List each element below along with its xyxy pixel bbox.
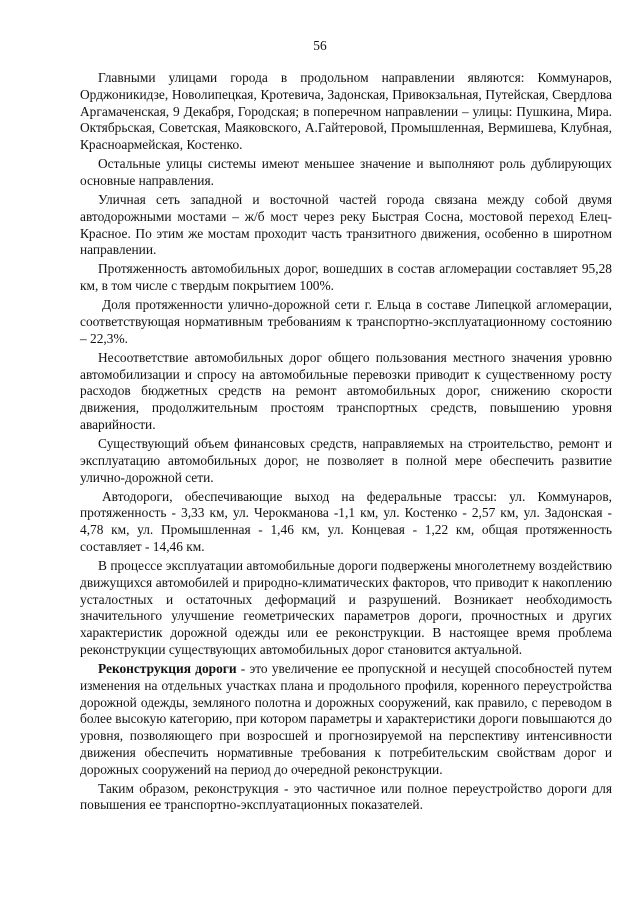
paragraph-nonconformity: Несоответствие автомобильных дорог общего пользования местного значения уровню автомобилизации и спросу на автомобильные перевозки приводит к существенному росту расходов бюджетных средств на ремонт автомобильных дорог, снижению скорости движения, продолжительным простоям транспортных средств, повышению уровня аварийности. [80, 349, 612, 432]
paragraph-other-streets: Остальные улицы системы имеют меньшее значение и выполняют роль дублирующих основные направления. [80, 156, 612, 188]
paragraph-main-streets: Главными улицами города в продольном направлении являются: Коммунаров, Орджоникидзе, Новолипецкая, Кротевича, Задонская, Привокзальная, Путейская, Свердлова Аргамаченская, 9 Декабря, Городская; в поперечном направлении – улицы: Пушкина, Мира. Октябрьская, Советская, Маяковского, А.Гайтеровой, Промышленная, Вермишева, Клубная, Красноармейская, Костенко. [80, 70, 612, 152]
definition-text: - это увеличение ее пропускной и несущей способностей путем изменения на отдельных участках плана и продольного профиля, коренного переустройства дорожной одежды, земляного полотна и дорожных сооружений, как правило, с переводом в более высокую категорию, при котором параметры и характеристики дороги повышаются до уровня, позволяющего при возросшей и прогнозируемой на перспективу интенсивности движения обеспечить нормативные требования к потребительским свойствам дорог и дорожных сооружений на период до очередной реконструкции. [80, 661, 612, 777]
paragraph-federal-roads: Автодороги, обеспечивающие выход на федеральные трассы: ул. Коммунаров, протяженность - 3,33 км, ул. Черокманова -1,1 км, ул. Костенко - 2,57 км, ул. Задонская - 4,78 км, ул. Промышленная - 1,46 км, ул. Концевая - 1,22 км, общая протяженность составляет - 14,46 км. [80, 488, 612, 554]
paragraph-reconstruction-definition [80, 661, 612, 778]
paragraph-financing: Существующий объем финансовых средств, направляемых на строительство, ремонт и эксплуатацию автомобильных дорог, не позволяет в полной мере обеспечить развитие улично-дорожной сети. [80, 436, 612, 485]
term-reconstruction: Реконструкция дороги [98, 661, 237, 677]
paragraph-exploitation: В процессе эксплуатации автомобильные дороги подвержены многолетнему воздействию движущихся автомобилей и природно-климатических факторов, что приводит к накоплению усталостных и остаточных деформаций и разрушений. Возникает необходимость значительного улучшение геометрических параметров дороги, прочностных и других характеристик дорожной одежды или ее реконструкции. В настоящее время проблема реконструкции существующих автомобильных дорог становится актуальной. [80, 558, 612, 657]
paragraph-conclusion: Таким образом, реконструкция - это частичное или полное переустройство дороги для повышения ее транспортно-эксплуатационных показателей. [80, 780, 612, 813]
paragraph-road-length: Протяженность автомобильных дорог, вошедших в состав агломерации составляет 95,28 км, в том числе с твердым покрытием 100%. [80, 261, 612, 294]
document-body [80, 70, 612, 817]
page-number: 56 [313, 38, 327, 53]
paragraph-road-share: Доля протяженности улично-дорожной сети г. Ельца в составе Липецкой агломерации, соответствующая нормативным требованиям к транспортно-эксплуатационному состоянию – 22,3%. [80, 297, 612, 346]
paragraph-bridges: Уличная сеть западной и восточной частей города связана между собой двумя автодорожными мостами – ж/б мост через реку Быстрая Сосна, мостовой переход Елец-Красное. По этим же мостам проходит часть транзитного движения, особенно в широтном направлении. [80, 192, 612, 258]
